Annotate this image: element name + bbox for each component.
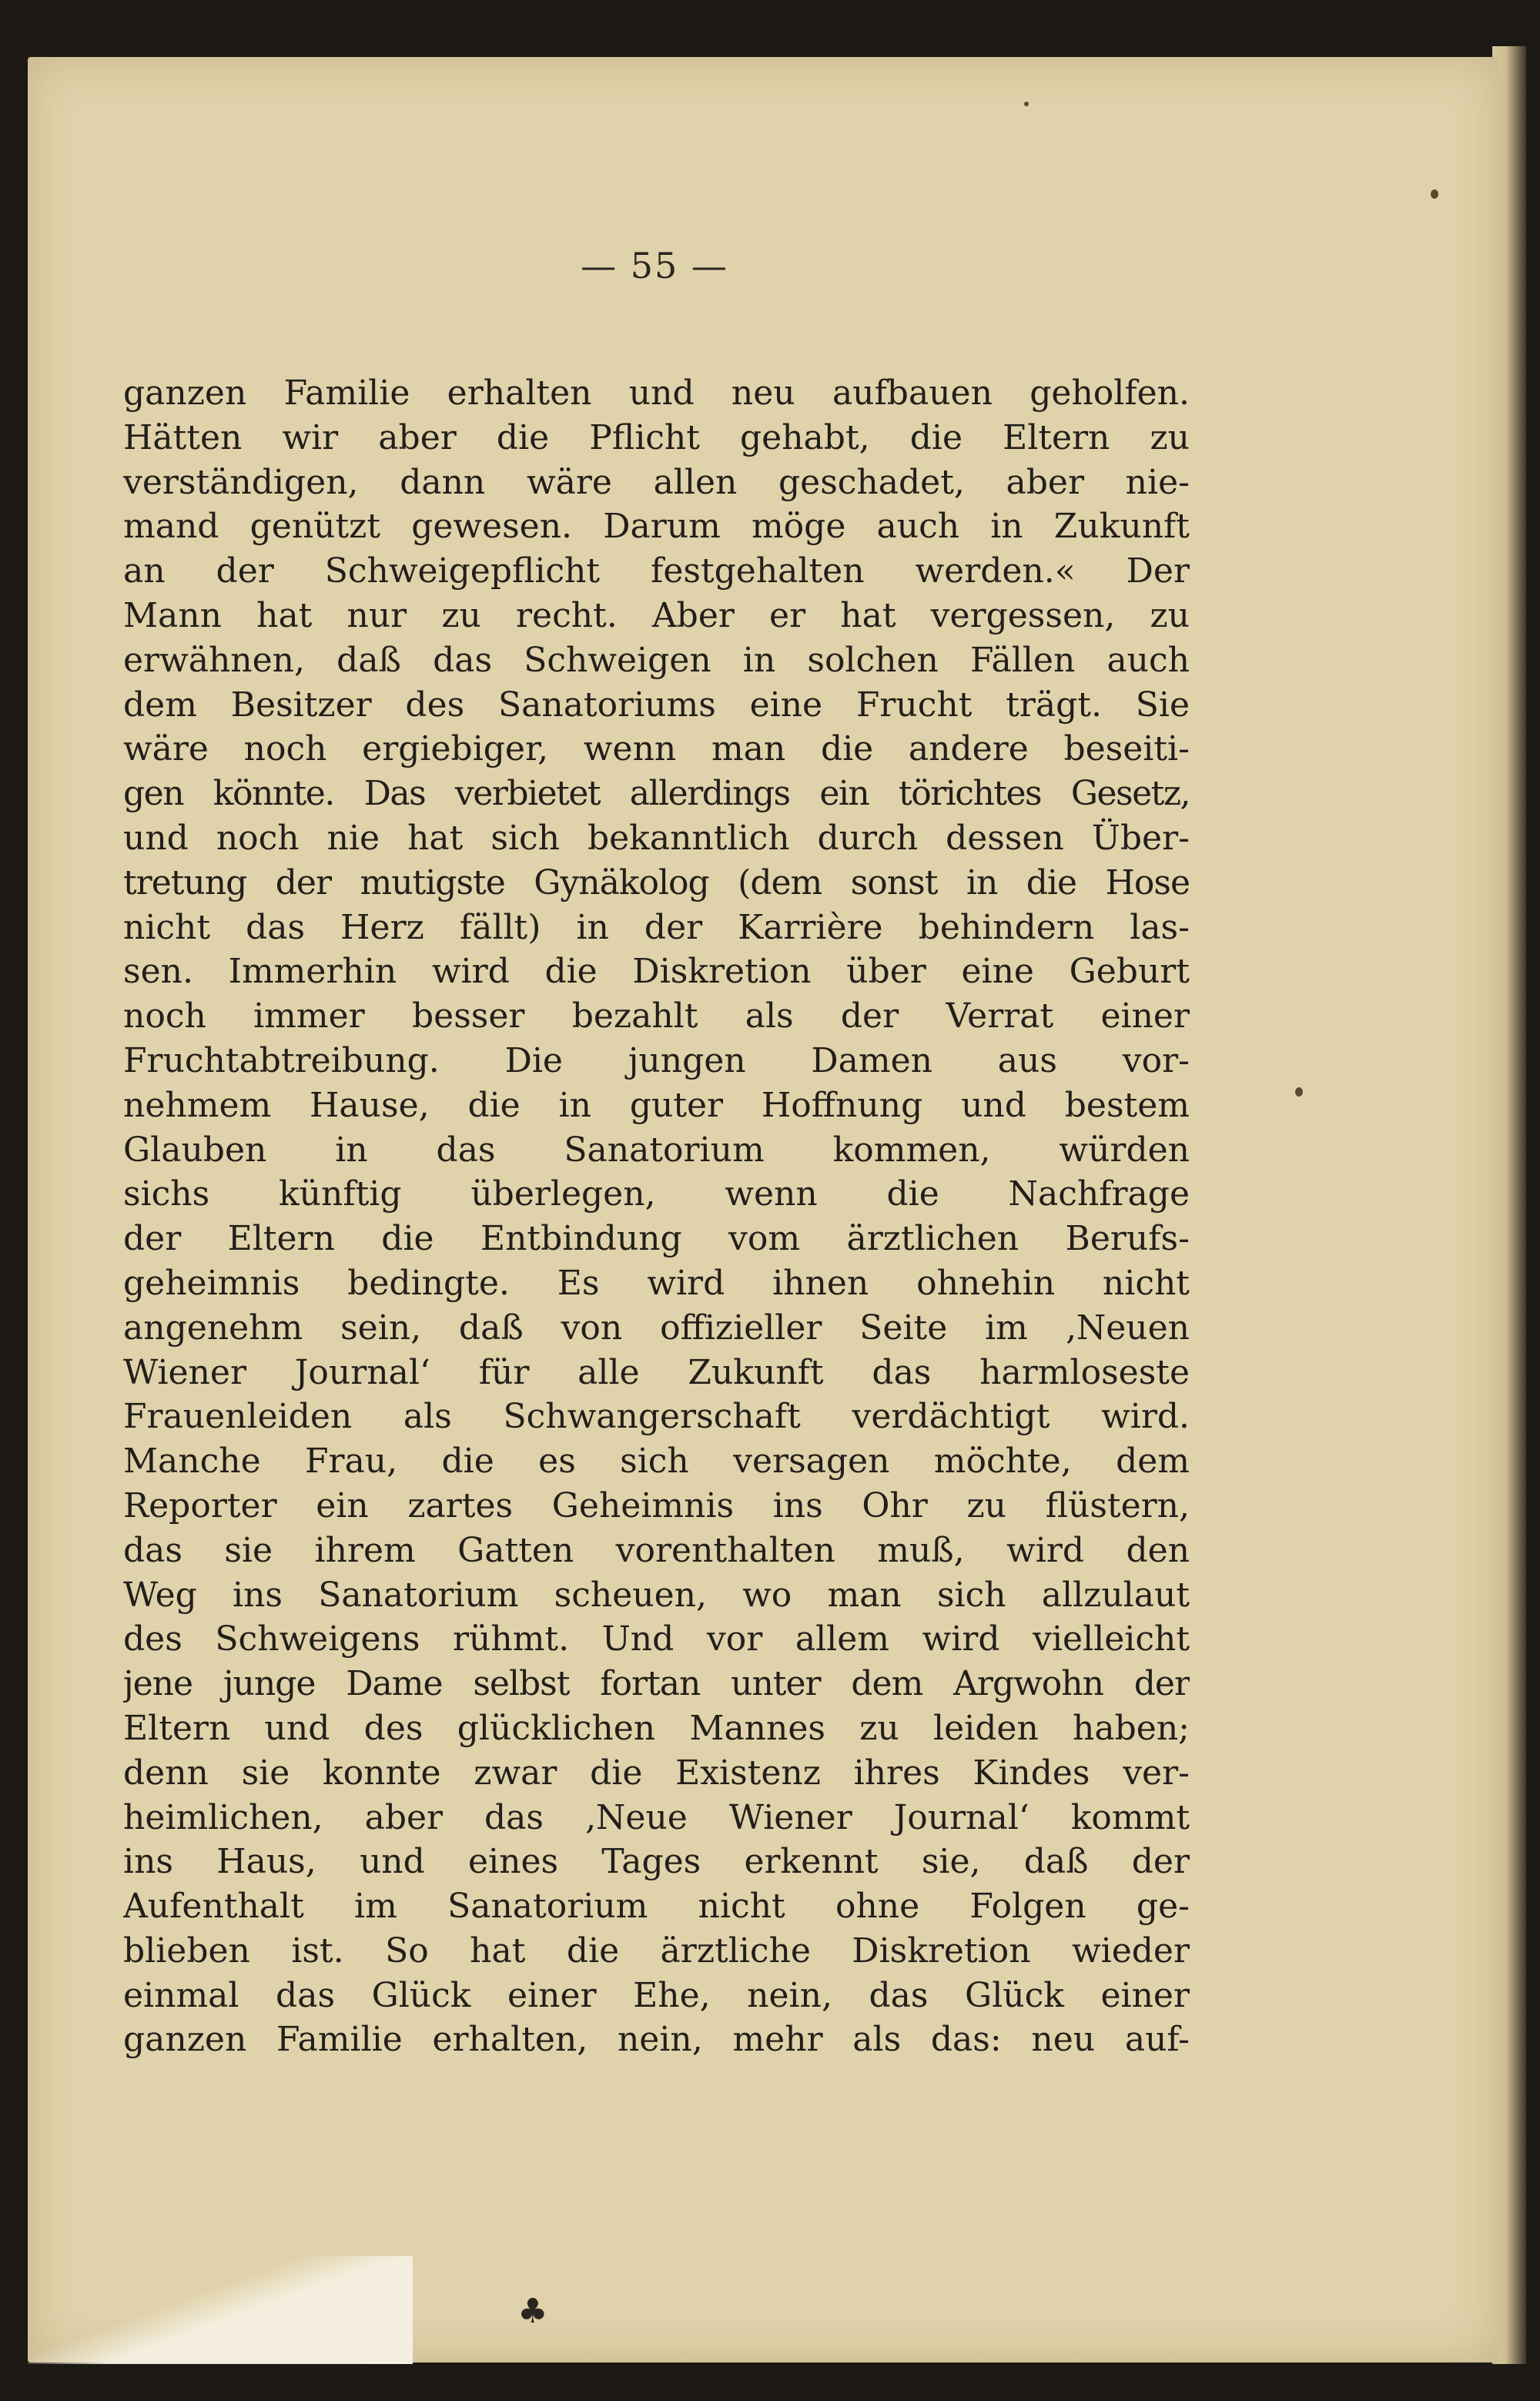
printer-ornament-icon: ♣	[517, 2292, 548, 2331]
text-line: blieben ist. So hat die ärztliche Diskretion wieder	[123, 1931, 1190, 1971]
text-line: Frauenleiden als Schwangerschaft verdächtigt wird.	[123, 1397, 1190, 1437]
text-line: des Schweigens rühmt. Und vor allem wird vielleicht	[123, 1619, 1190, 1659]
text-line: ins Haus, und eines Tages erkennt sie, daß der	[123, 1842, 1190, 1882]
text-line: nehmem Hause, die in guter Hoffnung und bestem	[123, 1085, 1190, 1125]
paper-speck	[1295, 1087, 1303, 1097]
text-line: Glauben in das Sanatorium kommen, würden	[123, 1130, 1190, 1170]
text-line: gen könnte. Das verbietet allerdings ein törichtes Gesetz,	[123, 774, 1190, 814]
text-line: heimlichen, aber das ‚Neue Wiener Journal‘ kommt	[123, 1797, 1190, 1837]
text-line: verständigen, dann wäre allen geschadet, aber nie-	[123, 462, 1190, 502]
text-line: Manche Frau, die es sich versagen möchte, dem	[123, 1442, 1190, 1482]
text-line: Reporter ein zartes Geheimnis ins Ohr zu flüstern,	[123, 1485, 1190, 1525]
text-line: sen. Immerhin wird die Diskretion über eine Geburt	[123, 952, 1190, 992]
text-line: Wiener Journal‘ für alle Zukunft das harmloseste	[123, 1352, 1190, 1392]
text-line: sichs künftig überlegen, wenn die Nachfrage	[123, 1174, 1190, 1214]
text-line: ganzen Familie erhalten, nein, mehr als das: neu auf-	[123, 2020, 1190, 2060]
text-line: geheimnis bedingte. Es wird ihnen ohnehin nicht	[123, 1263, 1190, 1303]
text-line: mand genützt gewesen. Darum möge auch in Zukunft	[123, 507, 1190, 547]
text-line: ganzen Familie erhalten und neu aufbauen geholfen.	[123, 373, 1190, 413]
text-line: Aufenthalt im Sanatorium nicht ohne Folgen ge-	[123, 1887, 1190, 1927]
text-line: jene junge Dame selbst fortan unter dem Argwohn der	[123, 1664, 1190, 1704]
text-line: wäre noch ergiebiger, wenn man die andere beseiti-	[123, 729, 1190, 769]
text-line: der Eltern die Entbindung vom ärztlichen Berufs-	[123, 1219, 1190, 1259]
text-line: dem Besitzer des Sanatoriums eine Frucht trägt. Sie	[123, 685, 1190, 725]
page-number: — 55 —	[581, 245, 728, 286]
page-corner-fold	[28, 2256, 413, 2364]
text-line: Mann hat nur zu recht. Aber er hat vergessen, zu	[123, 595, 1190, 635]
text-line: einmal das Glück einer Ehe, nein, das Glück einer	[123, 1975, 1190, 2015]
text-line: und noch nie hat sich bekanntlich durch dessen Über-	[123, 818, 1190, 858]
text-line: Eltern und des glücklichen Mannes zu leiden haben;	[123, 1708, 1190, 1748]
paper-speck	[1431, 189, 1438, 199]
text-line: tretung der mutigste Gynäkolog (dem sonst in die Hose	[123, 862, 1190, 902]
text-line: das sie ihrem Gatten vorenthalten muß, wird den	[123, 1530, 1190, 1570]
text-line: an der Schweigepflicht festgehalten werden.« Der	[123, 551, 1190, 591]
paper-speck	[1024, 102, 1029, 106]
text-line: angenehm sein, daß von offizieller Seite im ‚Neuen	[123, 1308, 1190, 1348]
text-line: noch immer besser bezahlt als der Verrat einer	[123, 996, 1190, 1036]
text-line: Fruchtabtreibung. Die jungen Damen aus vor-	[123, 1040, 1190, 1080]
text-line: denn sie konnte zwar die Existenz ihres Kindes ver-	[123, 1753, 1190, 1793]
body-text	[123, 371, 1190, 2062]
text-line: Weg ins Sanatorium scheuen, wo man sich allzulaut	[123, 1575, 1190, 1615]
text-line: nicht das Herz fällt) in der Karrière behindern las-	[123, 907, 1190, 947]
text-line: Hätten wir aber die Pflicht gehabt, die Eltern zu	[123, 417, 1190, 457]
text-line: erwähnen, daß das Schweigen in solchen Fällen auch	[123, 640, 1190, 680]
